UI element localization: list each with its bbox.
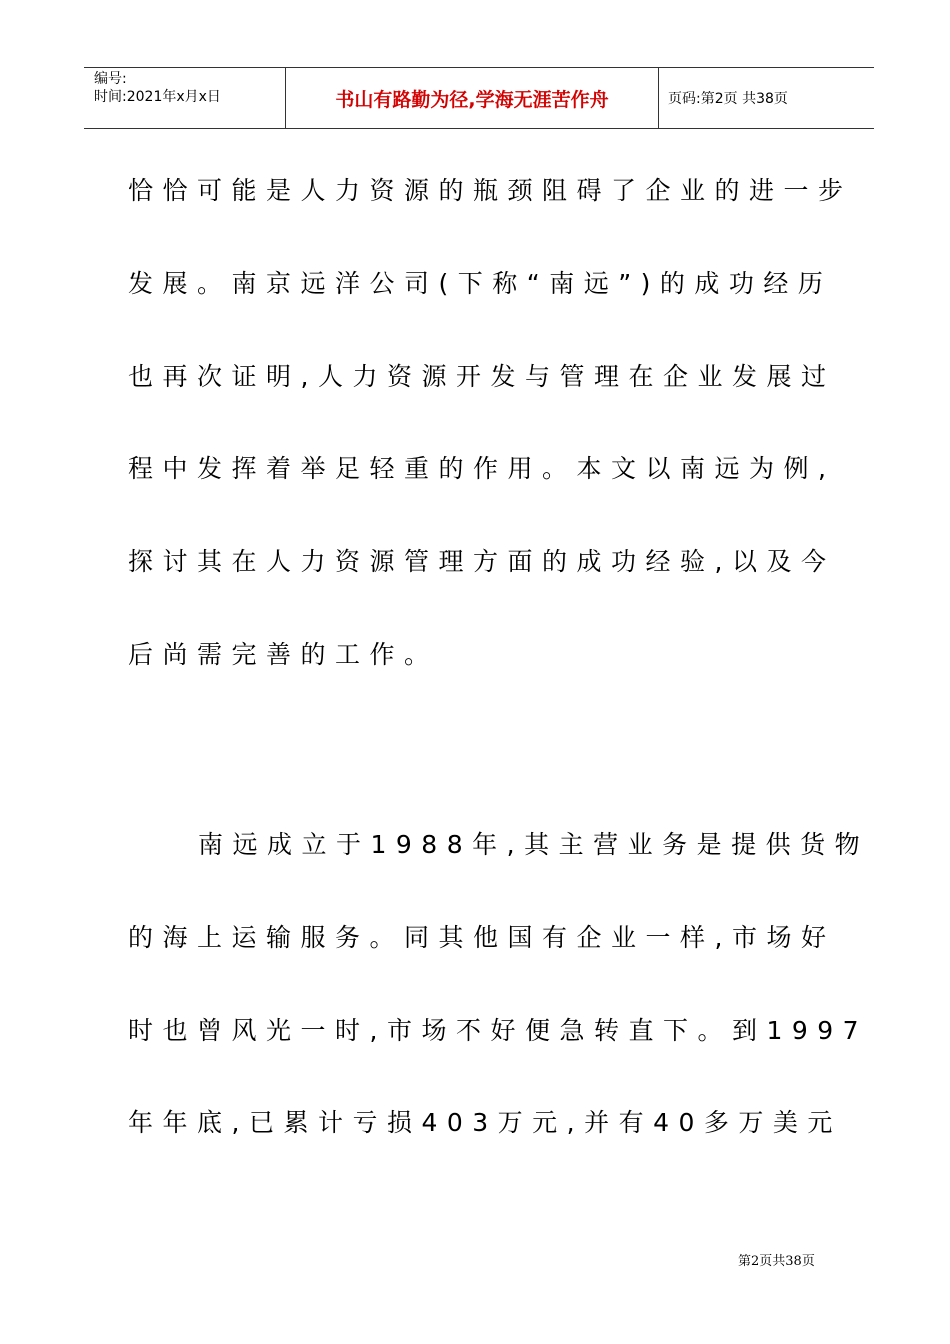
header-page-info: 页码:第2页 共38页 (668, 91, 788, 107)
text-line: 年年底,已累计亏损403万元,并有40多万美元 (128, 1108, 842, 1137)
text-line-indented: 南远成立于1988年,其主营业务是提供货物 (198, 830, 870, 859)
header-divider-right (658, 68, 659, 128)
text-line: 恰恰可能是人力资源的瓶颈阻碍了企业的进一步 (128, 176, 853, 205)
document-time-label: 时间:2021年x月x日 (94, 89, 221, 105)
header-meta (94, 70, 221, 106)
document-number-label: 编号: (94, 71, 127, 87)
text-line: 时也曾风光一时,市场不好便急转直下。到1997 (128, 1016, 869, 1045)
text-line: 的海上运输服务。同其他国有企业一样,市场好 (128, 923, 836, 952)
page-header (84, 67, 874, 129)
text-line: 程中发挥着举足轻重的作用。本文以南远为例, (128, 454, 836, 483)
text-line: 也再次证明,人力资源开发与管理在企业发展过 (128, 362, 836, 391)
page-footer: 第2页共38页 (738, 1254, 815, 1269)
text-line: 探讨其在人力资源管理方面的成功经验,以及今 (128, 547, 836, 576)
text-line: 发展。南京远洋公司(下称“南远”)的成功经历 (128, 269, 833, 298)
header-motto: 书山有路勤为径,学海无涯苦作舟 (335, 88, 609, 111)
text-line: 后尚需完善的工作。 (128, 640, 439, 669)
